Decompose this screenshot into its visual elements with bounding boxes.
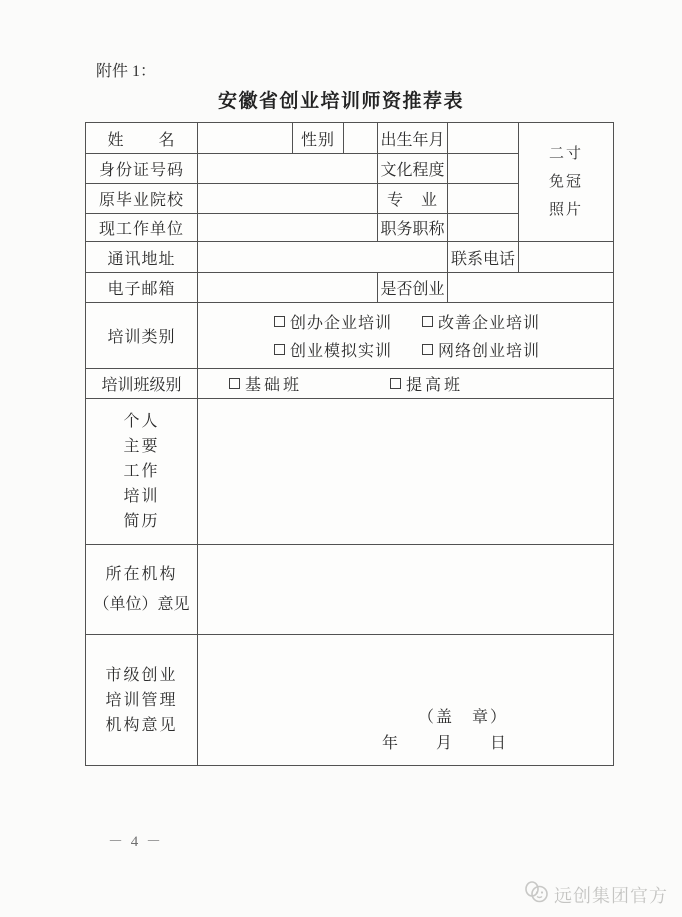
graduate-school-label: 原毕业院校 [86, 184, 198, 214]
birth-date-label: 出生年月 [378, 123, 448, 154]
class-level-options-cell [198, 369, 614, 399]
option-online-business [422, 338, 540, 361]
city-opinion-value-cell [198, 635, 614, 766]
form-row-mailing-address [86, 242, 614, 273]
employer-value-cell [198, 214, 378, 242]
option-label: 提高班 [406, 377, 464, 394]
city-opinion-label-line: 市级创业 [105, 666, 178, 684]
id-number-value-cell [198, 154, 378, 184]
graduate-school-value-cell [198, 184, 378, 214]
checkbox-icon [274, 316, 285, 327]
photo-box-line: 二寸 [548, 146, 583, 162]
mailing-address-value-cell [198, 242, 448, 273]
photo-box-line: 免冠 [548, 174, 583, 190]
is-startup-label: 是否创业 [378, 273, 448, 303]
checkbox-icon [274, 344, 285, 355]
education-label: 文化程度 [378, 154, 448, 184]
form-row-org-opinion [86, 545, 614, 635]
watermark-text: 远创集团官方 [554, 885, 668, 906]
training-options-line-1 [198, 308, 613, 336]
form-row-city-opinion [86, 635, 614, 766]
org-opinion-label [86, 545, 198, 635]
org-opinion-label-line: （单位）意见 [93, 595, 190, 613]
page-title: 安徽省创业培训师资推荐表 [217, 91, 464, 112]
option-label: 网络创业培训 [438, 343, 541, 360]
checkbox-icon [422, 344, 433, 355]
page-number: － 4 － [108, 834, 164, 850]
form-row-class-level [86, 369, 614, 399]
name-label: 姓 名 [86, 123, 198, 154]
phone-value-cell [519, 242, 614, 273]
name-value-cell [198, 123, 293, 154]
option-create-business [274, 310, 392, 333]
option-advanced-class [390, 372, 463, 395]
option-label: 基础班 [245, 377, 303, 394]
form-row-name [86, 123, 614, 154]
mailing-address-label: 通讯地址 [86, 242, 198, 273]
resume-label-line: 个人 [123, 413, 160, 430]
checkbox-icon [390, 378, 401, 389]
seal-and-date-block [382, 705, 508, 757]
option-simulation-training [274, 338, 392, 361]
watermark [524, 880, 668, 909]
mascot-icon [524, 880, 550, 909]
city-opinion-label [86, 635, 198, 766]
training-options-line-2 [198, 336, 613, 364]
city-opinion-label-line: 培训管理 [105, 691, 178, 709]
resume-label-line: 主要 [123, 438, 160, 455]
form-row-resume [86, 399, 614, 545]
org-opinion-label-line: 所在机构 [105, 565, 178, 583]
attachment-label: 附件 1： [96, 63, 157, 80]
is-startup-value-cell [448, 273, 614, 303]
major-label: 专 业 [378, 184, 448, 214]
checkbox-icon [229, 378, 240, 389]
seal-label: （盖 章） [417, 709, 508, 726]
city-opinion-label-line: 机构意见 [105, 716, 178, 734]
resume-label-line: 工作 [123, 463, 160, 480]
training-category-label: 培训类别 [86, 303, 198, 369]
option-basic-class [229, 372, 302, 395]
resume-value-cell [198, 399, 614, 545]
gender-value-cell [344, 123, 378, 154]
resume-label-line: 培训 [123, 488, 160, 505]
date-label: 年 月 日 [381, 735, 508, 752]
photo-box-line: 照片 [548, 202, 583, 218]
photo-box [519, 123, 614, 242]
form-row-email [86, 273, 614, 303]
gender-label: 性别 [293, 123, 344, 154]
class-level-options-line [198, 370, 613, 398]
email-label: 电子邮箱 [86, 273, 198, 303]
training-category-options-cell [198, 303, 614, 369]
option-label: 创办企业培训 [290, 315, 393, 332]
resume-label-line: 简历 [123, 513, 160, 530]
option-improve-business [422, 310, 540, 333]
phone-label: 联系电话 [448, 242, 519, 273]
org-opinion-value-cell [198, 545, 614, 635]
checkbox-icon [422, 316, 433, 327]
major-value-cell [448, 184, 519, 214]
recommendation-form-table [85, 122, 614, 766]
job-title-value-cell [448, 214, 519, 242]
form-row-training-category [86, 303, 614, 369]
birth-date-value-cell [448, 123, 519, 154]
education-value-cell [448, 154, 519, 184]
option-label: 改善企业培训 [438, 315, 541, 332]
resume-label [86, 399, 198, 545]
employer-label: 现工作单位 [86, 214, 198, 242]
email-value-cell [198, 273, 378, 303]
class-level-label: 培训班级别 [86, 369, 198, 399]
id-number-label: 身份证号码 [86, 154, 198, 184]
job-title-label: 职务职称 [378, 214, 448, 242]
option-label: 创业模拟实训 [290, 343, 393, 360]
